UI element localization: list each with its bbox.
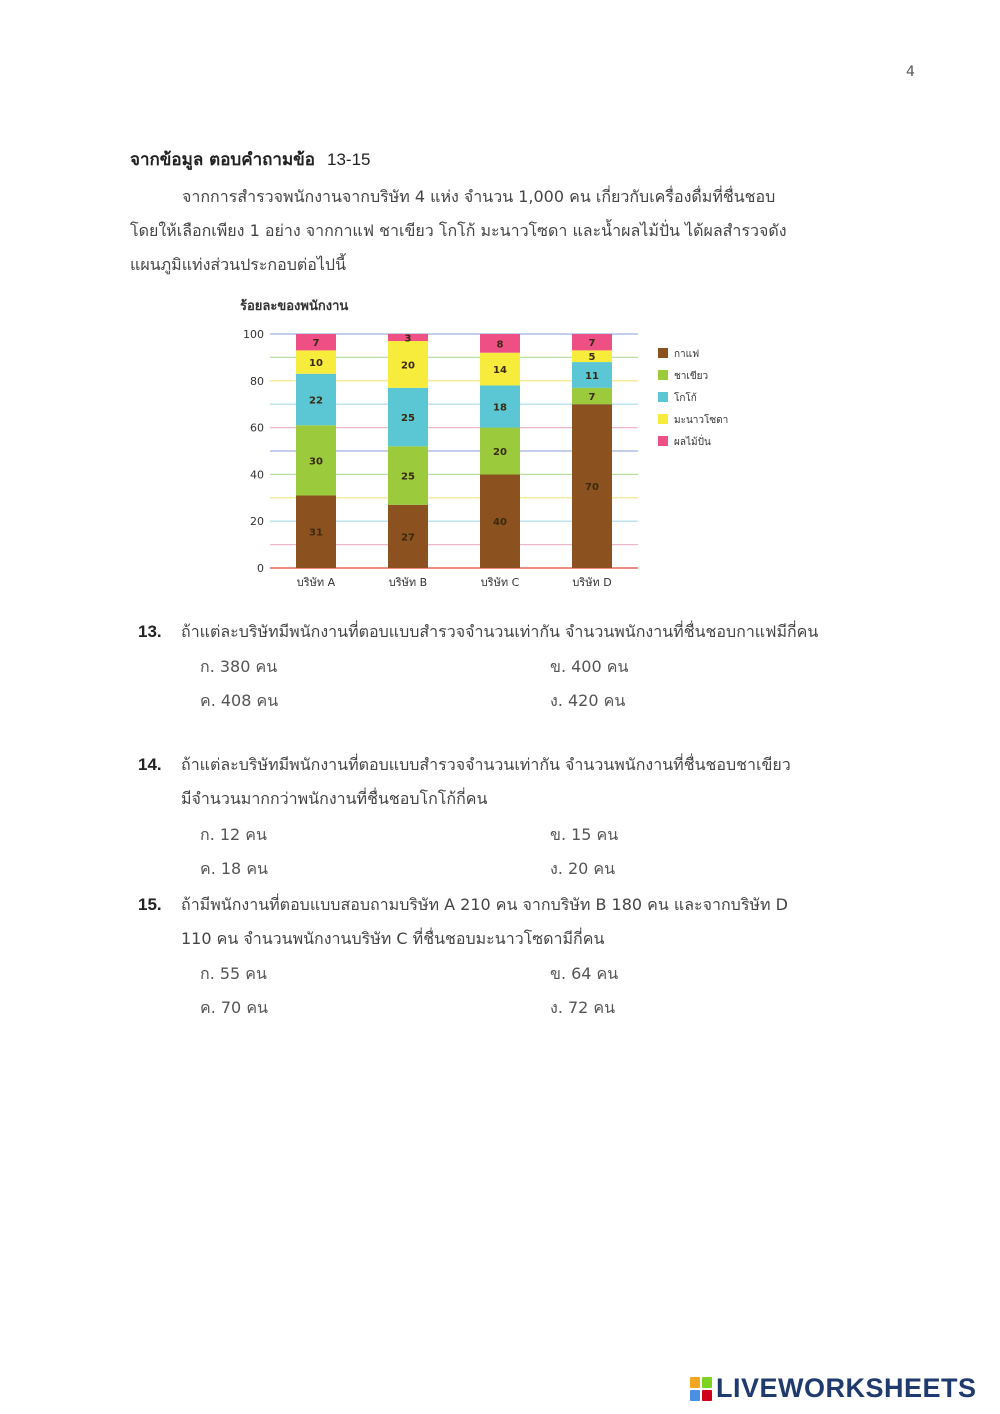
intro-line-3: แผนภูมิแท่งส่วนประกอบต่อไปนี้ (130, 255, 347, 274)
bar-value-label: 8 (496, 339, 504, 351)
answer-option[interactable]: ก. 55 คน (200, 964, 267, 983)
bar-value-label: 7 (588, 392, 596, 404)
bar-value-label: 70 (585, 482, 599, 494)
question-number: 13. (138, 622, 162, 641)
liveworksheets-logo-icon (690, 1377, 712, 1401)
legend-label: ผลไม้ปั่น (674, 437, 711, 448)
footer-logo (690, 1373, 977, 1404)
y-tick-label: 60 (250, 421, 264, 435)
bar-value-label: 18 (493, 402, 507, 414)
x-tick-label: บริษัท D (572, 576, 612, 589)
bar-value-label: 25 (401, 471, 415, 483)
legend-label: ชาเขียว (674, 371, 709, 382)
bar-value-label: 10 (309, 358, 323, 370)
bar-value-label: 22 (309, 395, 323, 407)
answer-option[interactable]: ค. 18 คน (200, 859, 268, 878)
question-text-line: ถ้าแต่ละบริษัทมีพนักงานที่ตอบแบบสำรวจจำนวนเท่ากัน จำนวนพนักงานที่ชื่นชอบชาเขียว (181, 755, 791, 774)
question-text-line: ถ้าแต่ละบริษัทมีพนักงานที่ตอบแบบสำรวจจำนวนเท่ากัน จำนวนพนักงานที่ชื่นชอบกาแฟมีกี่คน (181, 622, 819, 641)
answer-option[interactable]: ง. 20 คน (550, 859, 616, 878)
question-number: 15. (138, 895, 162, 914)
legend-label: โกโก้ (674, 393, 697, 404)
page-number: 4 (906, 64, 915, 80)
intro-line-2: โดยให้เลือกเพียง 1 อย่าง จากกาแฟ ชาเขียว โกโก้ มะนาวโซดา และน้ำผลไม้ปั่น ได้ผลสำรวจดัง (130, 221, 787, 240)
bar-value-label: 40 (493, 517, 507, 529)
bar-value-label: 7 (312, 338, 320, 350)
question-text-line: 110 คน จำนวนพนักงานบริษัท C ที่ชื่นชอบมะนาวโซดามีกี่คน (181, 929, 605, 948)
answer-option[interactable]: ก. 12 คน (200, 825, 267, 844)
legend-swatch (658, 370, 668, 380)
answer-option[interactable]: ง. 420 คน (550, 691, 626, 710)
bar-value-label: 7 (588, 338, 596, 350)
heading-title: จากข้อมูล ตอบคำถามข้อ (130, 150, 316, 170)
brand-name: LIVEWORKSHEETS (716, 1373, 977, 1403)
bar-value-label: 5 (588, 352, 596, 364)
answer-option[interactable]: ข. 400 คน (550, 657, 629, 676)
x-tick-label: บริษัท B (388, 576, 428, 589)
answer-option[interactable]: ค. 408 คน (200, 691, 279, 710)
bar-value-label: 3 (404, 333, 412, 345)
bar-value-label: 30 (309, 456, 323, 468)
answer-option[interactable]: ข. 15 คน (550, 825, 619, 844)
answer-option[interactable]: ง. 72 คน (550, 998, 616, 1017)
bar-value-label: 11 (585, 370, 599, 382)
legend-swatch (658, 348, 668, 358)
bar-value-label: 14 (493, 365, 507, 377)
section-heading (130, 146, 371, 173)
legend-swatch (658, 414, 668, 424)
question-text-line: ถ้ามีพนักงานที่ตอบแบบสอบถามบริษัท A 210 คน จากบริษัท B 180 คน และจากบริษัท D (181, 895, 788, 914)
legend-swatch (658, 436, 668, 446)
answer-option[interactable]: ก. 380 คน (200, 657, 278, 676)
y-tick-label: 20 (250, 515, 264, 529)
chart-canvas (230, 290, 750, 600)
bar-value-label: 20 (493, 447, 507, 458)
y-axis-title: ร้อยละของพนักงาน (240, 299, 349, 314)
bar-value-label: 27 (401, 532, 415, 544)
bar-value-label: 31 (309, 527, 323, 539)
bar-value-label: 25 (401, 413, 415, 425)
legend-label: กาแฟ (674, 349, 700, 360)
stacked-bar-chart (230, 290, 750, 600)
x-tick-label: บริษัท C (480, 576, 520, 589)
x-tick-label: บริษัท A (296, 576, 336, 589)
y-tick-label: 0 (257, 562, 264, 575)
intro-paragraph (130, 180, 850, 282)
y-tick-label: 80 (250, 374, 264, 388)
question-text-line: มีจำนวนมากกว่าพนักงานที่ชื่นชอบโกโก้กี่คน (181, 789, 488, 808)
answer-option[interactable]: ค. 70 คน (200, 998, 268, 1017)
y-tick-label: 40 (250, 468, 264, 482)
legend-swatch (658, 392, 668, 402)
y-tick-label: 100 (243, 328, 264, 341)
intro-line-1: จากการสำรวจพนักงานจากบริษัท 4 แห่ง จำนวน 1,000 คน เกี่ยวกับเครื่องดื่มที่ชื่นชอบ (182, 187, 776, 206)
heading-range: 13-15 (327, 150, 371, 169)
answer-option[interactable]: ข. 64 คน (550, 964, 619, 983)
legend-label: มะนาวโซดา (674, 415, 729, 426)
question-number: 14. (138, 755, 162, 774)
bar-value-label: 20 (401, 360, 415, 372)
